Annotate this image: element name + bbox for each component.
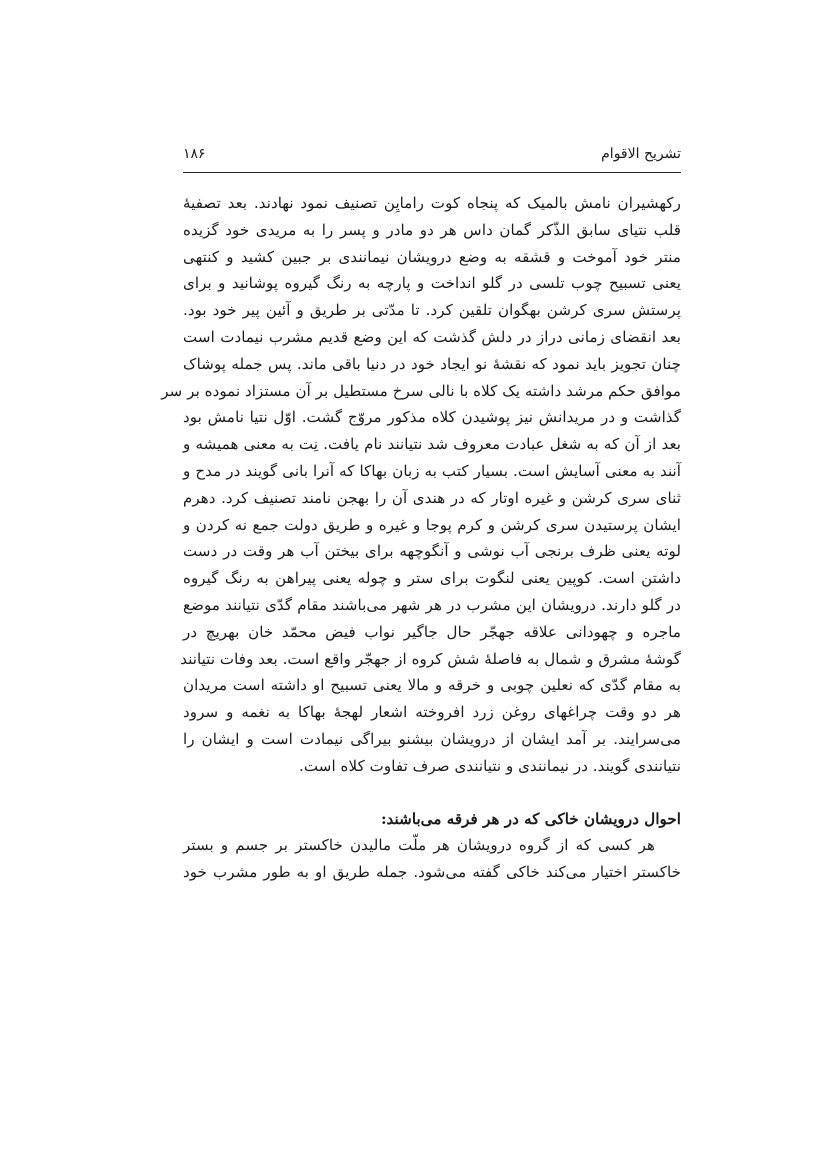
paragraph-1 <box>161 190 681 780</box>
main-text <box>161 190 681 886</box>
text-line: لوته یعنی ظرف برنجی آب نوشی و آنگوچهه برای بیختن آب هر وقت در دست <box>183 542 681 561</box>
text-line: چنان تجویز باید نمود که نقشهٔ نو ایجاد خود در دنیا باقی ماند. پس جمله پوشاک <box>183 354 681 373</box>
text-line: ایشان پرستیدن سری کرشن و کرم پوجا و غیره و طریق دولت جمع نه کردن و <box>183 515 681 534</box>
text-line: ثنای سری کرشن و غیره اوتار که در هندی آن را بهجن نامند تصنیف کرد. دهرم <box>183 488 681 507</box>
text-line: گذاشت و در مریدانش نیز پوشیدن کلاه مذکور مروّج گشت. اوّل نتیا نامش بود <box>183 408 681 427</box>
text-line: قلب نتیای سابق الذّکر گمان داس هر دو مادر و پسر را به مریدی خود گزیده <box>183 220 681 239</box>
running-header <box>183 146 681 173</box>
text-line: رکهشیران نامش بالمیک که پنجاه کوت رامایِن تصنیف نمود نهادند. بعد تصفیهٔ <box>183 194 681 212</box>
text-line: پرستش سری کرشن بهگوان تلقین کرد. تا مدّتی بر طریق و آئین پیر خود بود. <box>183 301 681 320</box>
paragraph-2 <box>183 832 681 886</box>
text-line: منتر خود آموخت و قشقه به وضع درویشان نیمانندی بر جبین کشید و کنتهی <box>183 247 681 266</box>
book-page <box>161 146 681 886</box>
text-line: موافق حکم مرشد داشته یک کلاه با نالی سرخ مستطیل بر آن مستزاد نموده بر سر <box>161 381 681 400</box>
text-line: هر دو وقت چراغهای روغن زرد افروخته اشعار لهجهٔ بهاکا به نغمه و سرود <box>183 703 681 722</box>
text-line: گوشهٔ مشرق و شمال به فاصلهٔ شش کروه از جهجّر واقع است. بعد وفات نتیانند <box>180 649 681 668</box>
text-line: به مقام گدّی که نعلین چوبی و خرقه و مالا یعنی تسبیح او داشته است مریدان <box>183 676 681 695</box>
text-line: خاکستر اختیار می‌کند خاکی گفته می‌شود. جمله طریق او به طور مشرب خود <box>183 863 681 882</box>
text-line: نتیانندی گویند. در نیمانندی و نتیانندی صرف تفاوت کلاه است. <box>299 756 681 775</box>
text-line: ماجره و چهودانی علاقه جهجّر حال جاگیر نواب فیض محمّد خان بهریچ در <box>183 622 681 641</box>
text-line: در گلو دارند. درویشان این مشرب در هر شهر می‌باشند مقام گدّی نتیانند موضع <box>183 595 681 614</box>
text-line: داشتن است. کوپین یعنی لنگوت برای ستر و چوله یعنی پیراهن به رنگ گیروه <box>183 569 681 588</box>
text-line: آنند به معنی آسایش است. بسیار کتب به زبان بهاکا که آنرا بانی گویند در مدح و <box>183 461 681 480</box>
page-number: ۱۸۶ <box>183 146 206 162</box>
text-line: بعد انقضای زمانی دراز در دلش گذشت که این وضع قدیم مشرب نیمادت است <box>183 327 681 346</box>
running-title: تشریح الاقوام <box>601 146 681 162</box>
text-line: بعد از آن که به شغل عبادت معروف شد نتیانند نام یافت. نِت به معنی همیشه و <box>183 435 681 454</box>
section-heading: احوال درویشان خاکی که در هر فرقه می‌باشند: <box>380 809 681 828</box>
text-line: می‌سرایند. بر آمد ایشان از درویشان بیشنو بیراگی نیمادت است و ایشان را <box>183 729 681 748</box>
text-line: یعنی تسبیح چوب تلسی در گلو انداخت و پارچه به رنگ گیروه پوشانید و برای <box>183 274 681 293</box>
text-line: هر کسی که از گروه درویشان هر ملّت مالیدن خاکستر بر جسم و بستر <box>183 836 655 855</box>
